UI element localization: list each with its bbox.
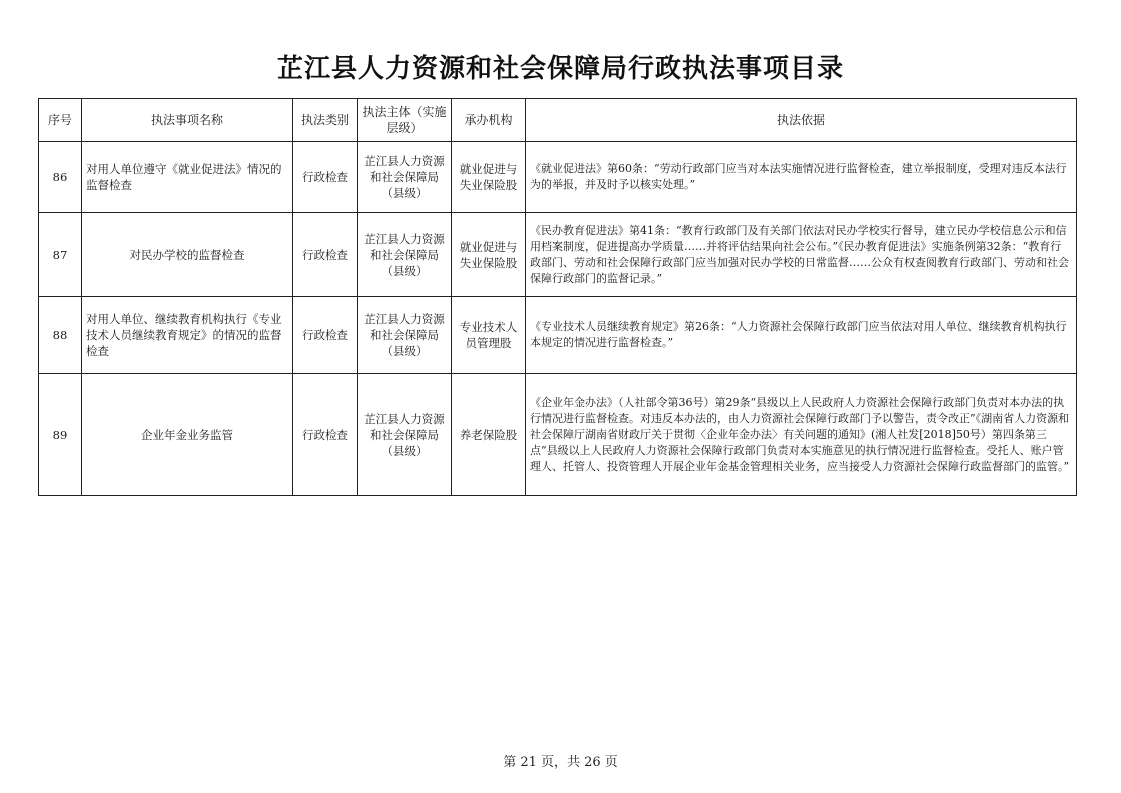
row-name: 对用人单位、继续教育机构执行《专业技术人员继续教育规定》的情况的监督检查: [82, 297, 293, 374]
header-name: 执法事项名称: [82, 99, 293, 142]
row-subject: 芷江县人力资源和社会保障局（县级）: [358, 297, 452, 374]
row-org: 专业技术人员管理股: [452, 297, 526, 374]
row-type: 行政检查: [293, 142, 358, 213]
header-basis: 执法依据: [526, 99, 1077, 142]
row-no: 86: [39, 142, 82, 213]
table-header-row: [39, 99, 1077, 142]
table-row: [39, 142, 1077, 213]
row-name: 对用人单位遵守《就业促进法》情况的监督检查: [82, 142, 293, 213]
row-basis: 《企业年金办法》（人社部令第36号）第29条“县级以上人民政府人力资源社会保障行政部门负责对本办法的执行情况进行监督检查。对违反本办法的，由人力资源社会保障行政部门予以警告，责令改正”《湖南省人力资源和社会保障厅湖南省财政厅关于贯彻〈企业年金办法〉有关问题的通知》(湘人社发[2018]50号）第四条第三点“县级以上人民政府人力资源社会保障行政部门负责对本实施意见的执行情况进行监督检查。受托人、账户管理人、托管人、投资管理人开展企业年金基金管理相关业务，应当接受人力资源社会保障行政监督部门的监管。”: [526, 374, 1077, 496]
row-type: 行政检查: [293, 374, 358, 496]
row-type: 行政检查: [293, 213, 358, 297]
row-org: 养老保险股: [452, 374, 526, 496]
row-basis: 《专业技术人员继续教育规定》第26条：“人力资源社会保障行政部门应当依法对用人单位、继续教育机构执行本规定的情况进行监督检查。”: [526, 297, 1077, 374]
row-org: 就业促进与失业保险股: [452, 213, 526, 297]
header-no: 序号: [39, 99, 82, 142]
table-row: [39, 213, 1077, 297]
table-row: [39, 374, 1077, 496]
row-basis: 《民办教育促进法》第41条：“教育行政部门及有关部门依法对民办学校实行督导，建立民办学校信息公示和信用档案制度，促进提高办学质量……并将评估结果向社会公布。”《民办教育促进法》实施条例第32条：“教育行政部门、劳动和社会保障行政部门应当加强对民办学校的日常监督……公众有权查阅教育行政部门、劳动和社会保障行政部门的监督记录。”: [526, 213, 1077, 297]
page-title: 芷江县人力资源和社会保障局行政执法事项目录: [276, 54, 844, 84]
header-type: 执法类别: [293, 99, 358, 142]
table-row: [39, 297, 1077, 374]
header-subject: 执法主体（实施层级）: [358, 99, 452, 142]
row-org: 就业促进与失业保险股: [452, 142, 526, 213]
row-subject: 芷江县人力资源和社会保障局（县级）: [358, 142, 452, 213]
row-subject: 芷江县人力资源和社会保障局（县级）: [358, 374, 452, 496]
row-name: 企业年金业务监管: [82, 374, 293, 496]
header-org: 承办机构: [452, 99, 526, 142]
row-name: 对民办学校的监督检查: [82, 213, 293, 297]
page-number: 第 21 页，共 26 页: [503, 755, 618, 770]
row-subject: 芷江县人力资源和社会保障局（县级）: [358, 213, 452, 297]
row-type: 行政检查: [293, 297, 358, 374]
row-no: 87: [39, 213, 82, 297]
enforcement-catalog-table: [38, 98, 1077, 496]
row-no: 89: [39, 374, 82, 496]
row-basis: 《就业促进法》第60条：“劳动行政部门应当对本法实施情况进行监督检查，建立举报制度，受理对违反本法行为的举报，并及时予以核实处理。”: [526, 142, 1077, 213]
row-no: 88: [39, 297, 82, 374]
